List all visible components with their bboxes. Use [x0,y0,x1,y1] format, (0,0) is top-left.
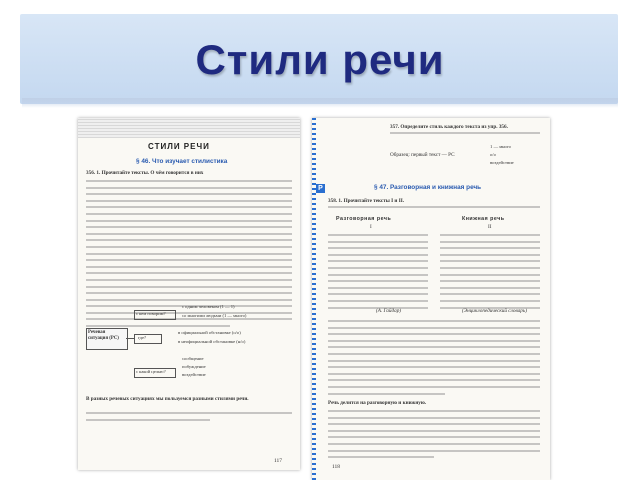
exercise-357-heading: 357. Определите стиль каждого текста из упр. 356. [390,124,508,130]
page-header-pattern [78,118,300,138]
scheme-label: Образец: первый текст — РС [390,152,455,158]
diagram-q3: с какой целью? [136,369,166,374]
textbook-page-right [312,118,550,480]
column-1-text [328,234,428,313]
diagram-a1: с одним человеком (1 — 1) [182,304,235,309]
diagram-a6: побуждение [182,364,206,369]
diagram-q2: где? [138,335,147,340]
title-banner-shadow [22,98,618,108]
textbook-page-left [78,118,300,470]
text-block-2 [86,412,292,425]
diagram-q1: с кем говорим? [136,311,166,316]
chapter-title: СТИЛИ РЕЧИ [148,142,210,151]
column-header-colloquial: Разговорная речь [336,216,392,222]
diagram-a3: в официальной обстановке (о/о) [178,330,241,335]
connector [126,338,134,339]
text-block-4 [328,206,540,213]
section-heading: § 46. Что изучает стилистика [136,158,228,165]
section-heading-right: § 47. Разговорная и книжная речь [374,184,482,191]
bottom-rule-heading: Речь делится на разговорную и книжную. [328,400,427,406]
diagram-root-label: Речевая ситуация (РС) [88,330,119,341]
text-block-6 [328,410,540,463]
column-2-source: (Энциклопедический словарь) [462,308,527,314]
column-1-number: I [370,224,372,230]
diagram-a4: в неофициальной обстановке (н/о) [178,339,246,344]
diagram-a5: сообщение [182,356,204,361]
diagram-a2: со многими людьми (1 — много) [182,313,247,318]
scheme-item-2: о/о [490,152,496,157]
footer-rule-text: В разных речевых ситуациях мы пользуемся разными стилями речи. [86,396,249,402]
paragraph-icon: Р [316,184,325,193]
page-number-left: 117 [274,458,283,464]
exercise-356-heading: 356. 1. Прочитайте тексты. О чём говорится в них [86,170,204,176]
slide-title: Стили речи [195,36,445,83]
exercise-358-heading: 358. 1. Прочитайте тексты I и II. [328,198,405,204]
column-2-text [440,234,540,313]
scheme-item-1: 1 — много [490,144,511,149]
page-number-right: 118 [332,464,341,470]
text-block-3 [390,132,540,139]
diagram-a7: воздействие [182,372,206,377]
scheme-item-3: воздействие [490,160,514,165]
column-header-bookish: Книжная речь [462,216,505,222]
column-1-author: (А. Гайдар) [376,308,402,314]
column-2-number: II [488,224,492,230]
text-block-5 [328,320,540,399]
margin-marker [312,118,316,480]
